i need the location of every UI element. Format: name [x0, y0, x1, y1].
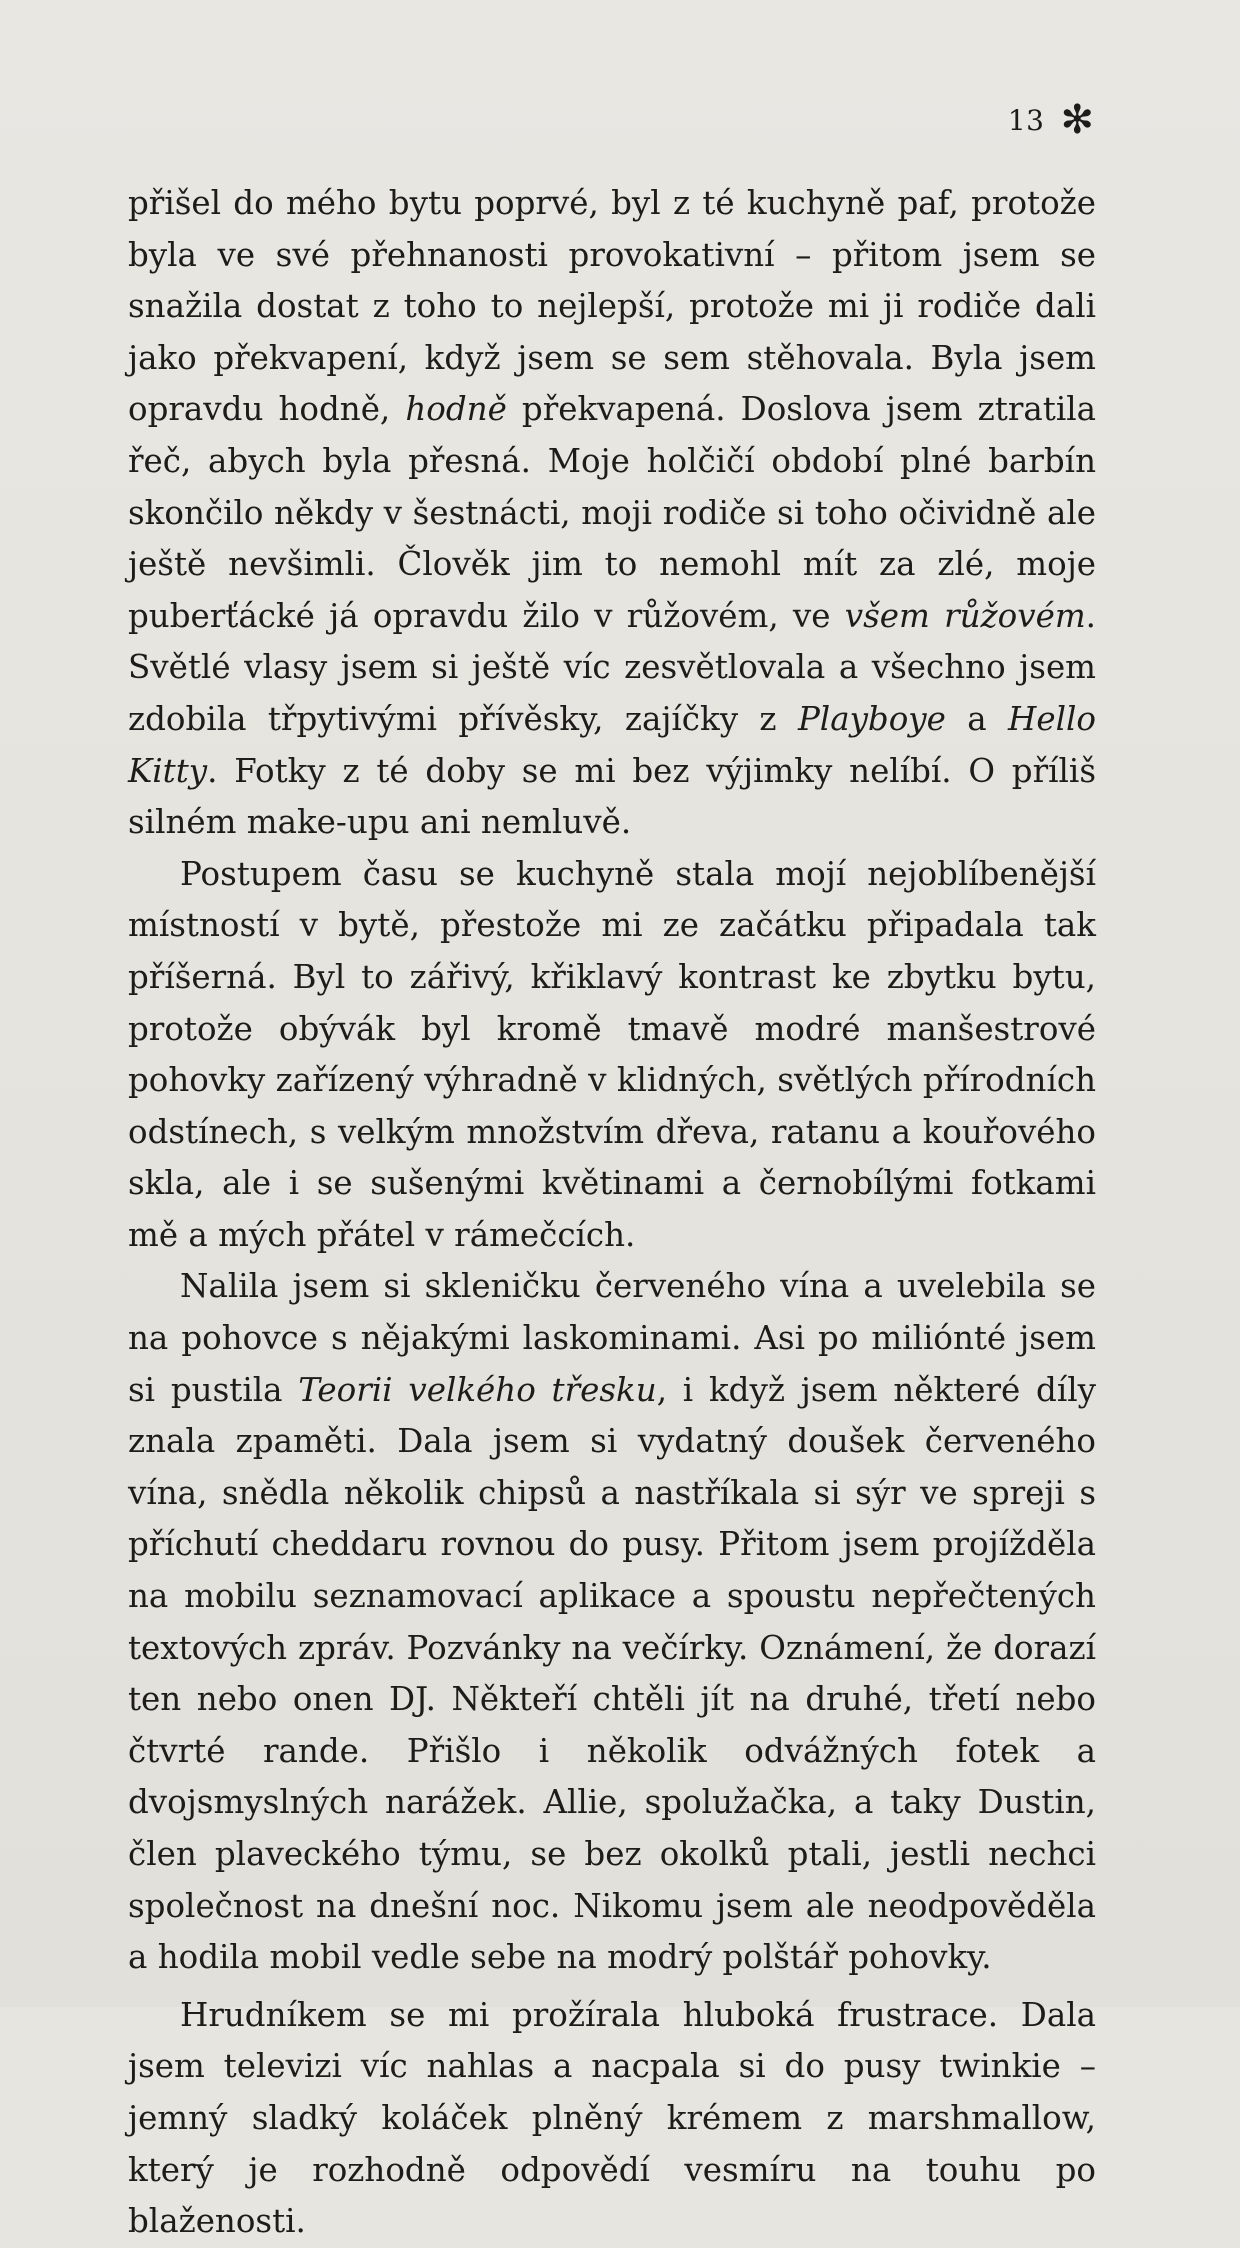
italic-text: Hello Kitty — [128, 699, 1096, 790]
text-run: a — [945, 699, 1009, 738]
page-number: 13 — [1007, 103, 1045, 137]
italic-text: Playboye — [797, 699, 946, 738]
body-text — [128, 178, 1096, 2248]
paragraph — [128, 1990, 1096, 2248]
text-run: překvapená. Doslova jsem ztratila řeč, abych byla přesná. Moje holčičí období plné barbín skončilo někdy v šestnácti, moji rodiče si toho očividně ale ještě nevšimli. Člověk jim to nemohl mít za zlé, moje puberťácké já opravdu žilo v růžovém, ve — [128, 390, 1096, 635]
italic-text: hodně — [405, 390, 507, 429]
italic-text: všem růžovém — [844, 596, 1086, 635]
page-header — [1007, 97, 1094, 143]
text-run: . Fotky z té doby se mi bez výjimky nelíbí. O příliš silném make-upu ani nemluvě. — [128, 751, 1096, 842]
text-run: . Světlé vlasy jsem si ještě víc zesvětlovala a všechno jsem zdobila třpytivými přívěsky, zajíčky z — [128, 596, 1096, 738]
text-run: Hrudníkem se mi prožírala hluboká frustrace. Dala jsem televizi víc nahlas a nacpala si do pusy twinkie – jemný sladký koláček plněný krémem z marshmallow, který je rozhodně odpovědí vesmíru na touhu po blaženosti. — [128, 1995, 1096, 2241]
paragraph — [128, 178, 1096, 849]
star-ornament-icon: ✻ — [1060, 97, 1094, 143]
text-run: Postupem času se kuchyně stala mojí nejoblíbenější místností v bytě, přestože mi ze začátku připadala tak příšerná. Byl to zářivý, křiklavý kontrast ke zbytku bytu, protože obývák byl kromě tmavě modré manšestrové pohovky zařízený výhradně v klidných, světlých přírodních odstínech, s velkým množstvím dřeva, ratanu a kouřového skla, ale i se sušenými květinami a černobílými fotkami mě a mých přátel v rámečcích. — [128, 854, 1096, 1254]
text-run: přišel do mého bytu poprvé, byl z té kuchyně paf, protože byla ve své přehnanosti provokativní – přitom jsem se snažila dostat z toho to nejlepší, protože mi ji rodiče dali jako překvapení, když jsem se sem stěhovala. Byla jsem opravdu hodně, — [128, 184, 1096, 429]
paragraph — [128, 849, 1096, 1262]
text-run: Nalila jsem si skleničku červeného vína a uvelebila se na pohovce s nějakými laskominami. Asi po miliónté jsem si pustila — [128, 1267, 1096, 1409]
paragraph — [128, 1261, 1096, 1983]
text-run: , i když jsem některé díly znala zpaměti. Dala jsem si vydatný doušek červeného vína, snědla několik chipsů a nastříkala si sýr ve spreji s příchutí cheddaru rovnou do pusy. Přitom jsem projížděla na mobilu seznamovací aplikace a spoustu nepřečtených textových zpráv. Pozvánky na večírky. Oznámení, že dorazí ten nebo onen DJ. Někteří chtěli jít na druhé, třetí nebo čtvrté rande. Přišlo i několik odvážných fotek a dvojsmyslných narážek. Allie, spolužačka, a taky Dustin, člen plaveckého týmu, se bez okolků ptali, jestli nechci společnost na dnešní noc. Nikomu jsem ale neodpověděla a hodila mobil vedle sebe na modrý polštář pohovky. — [128, 1370, 1096, 1977]
italic-text: Teorii velkého třesku — [298, 1370, 657, 1409]
